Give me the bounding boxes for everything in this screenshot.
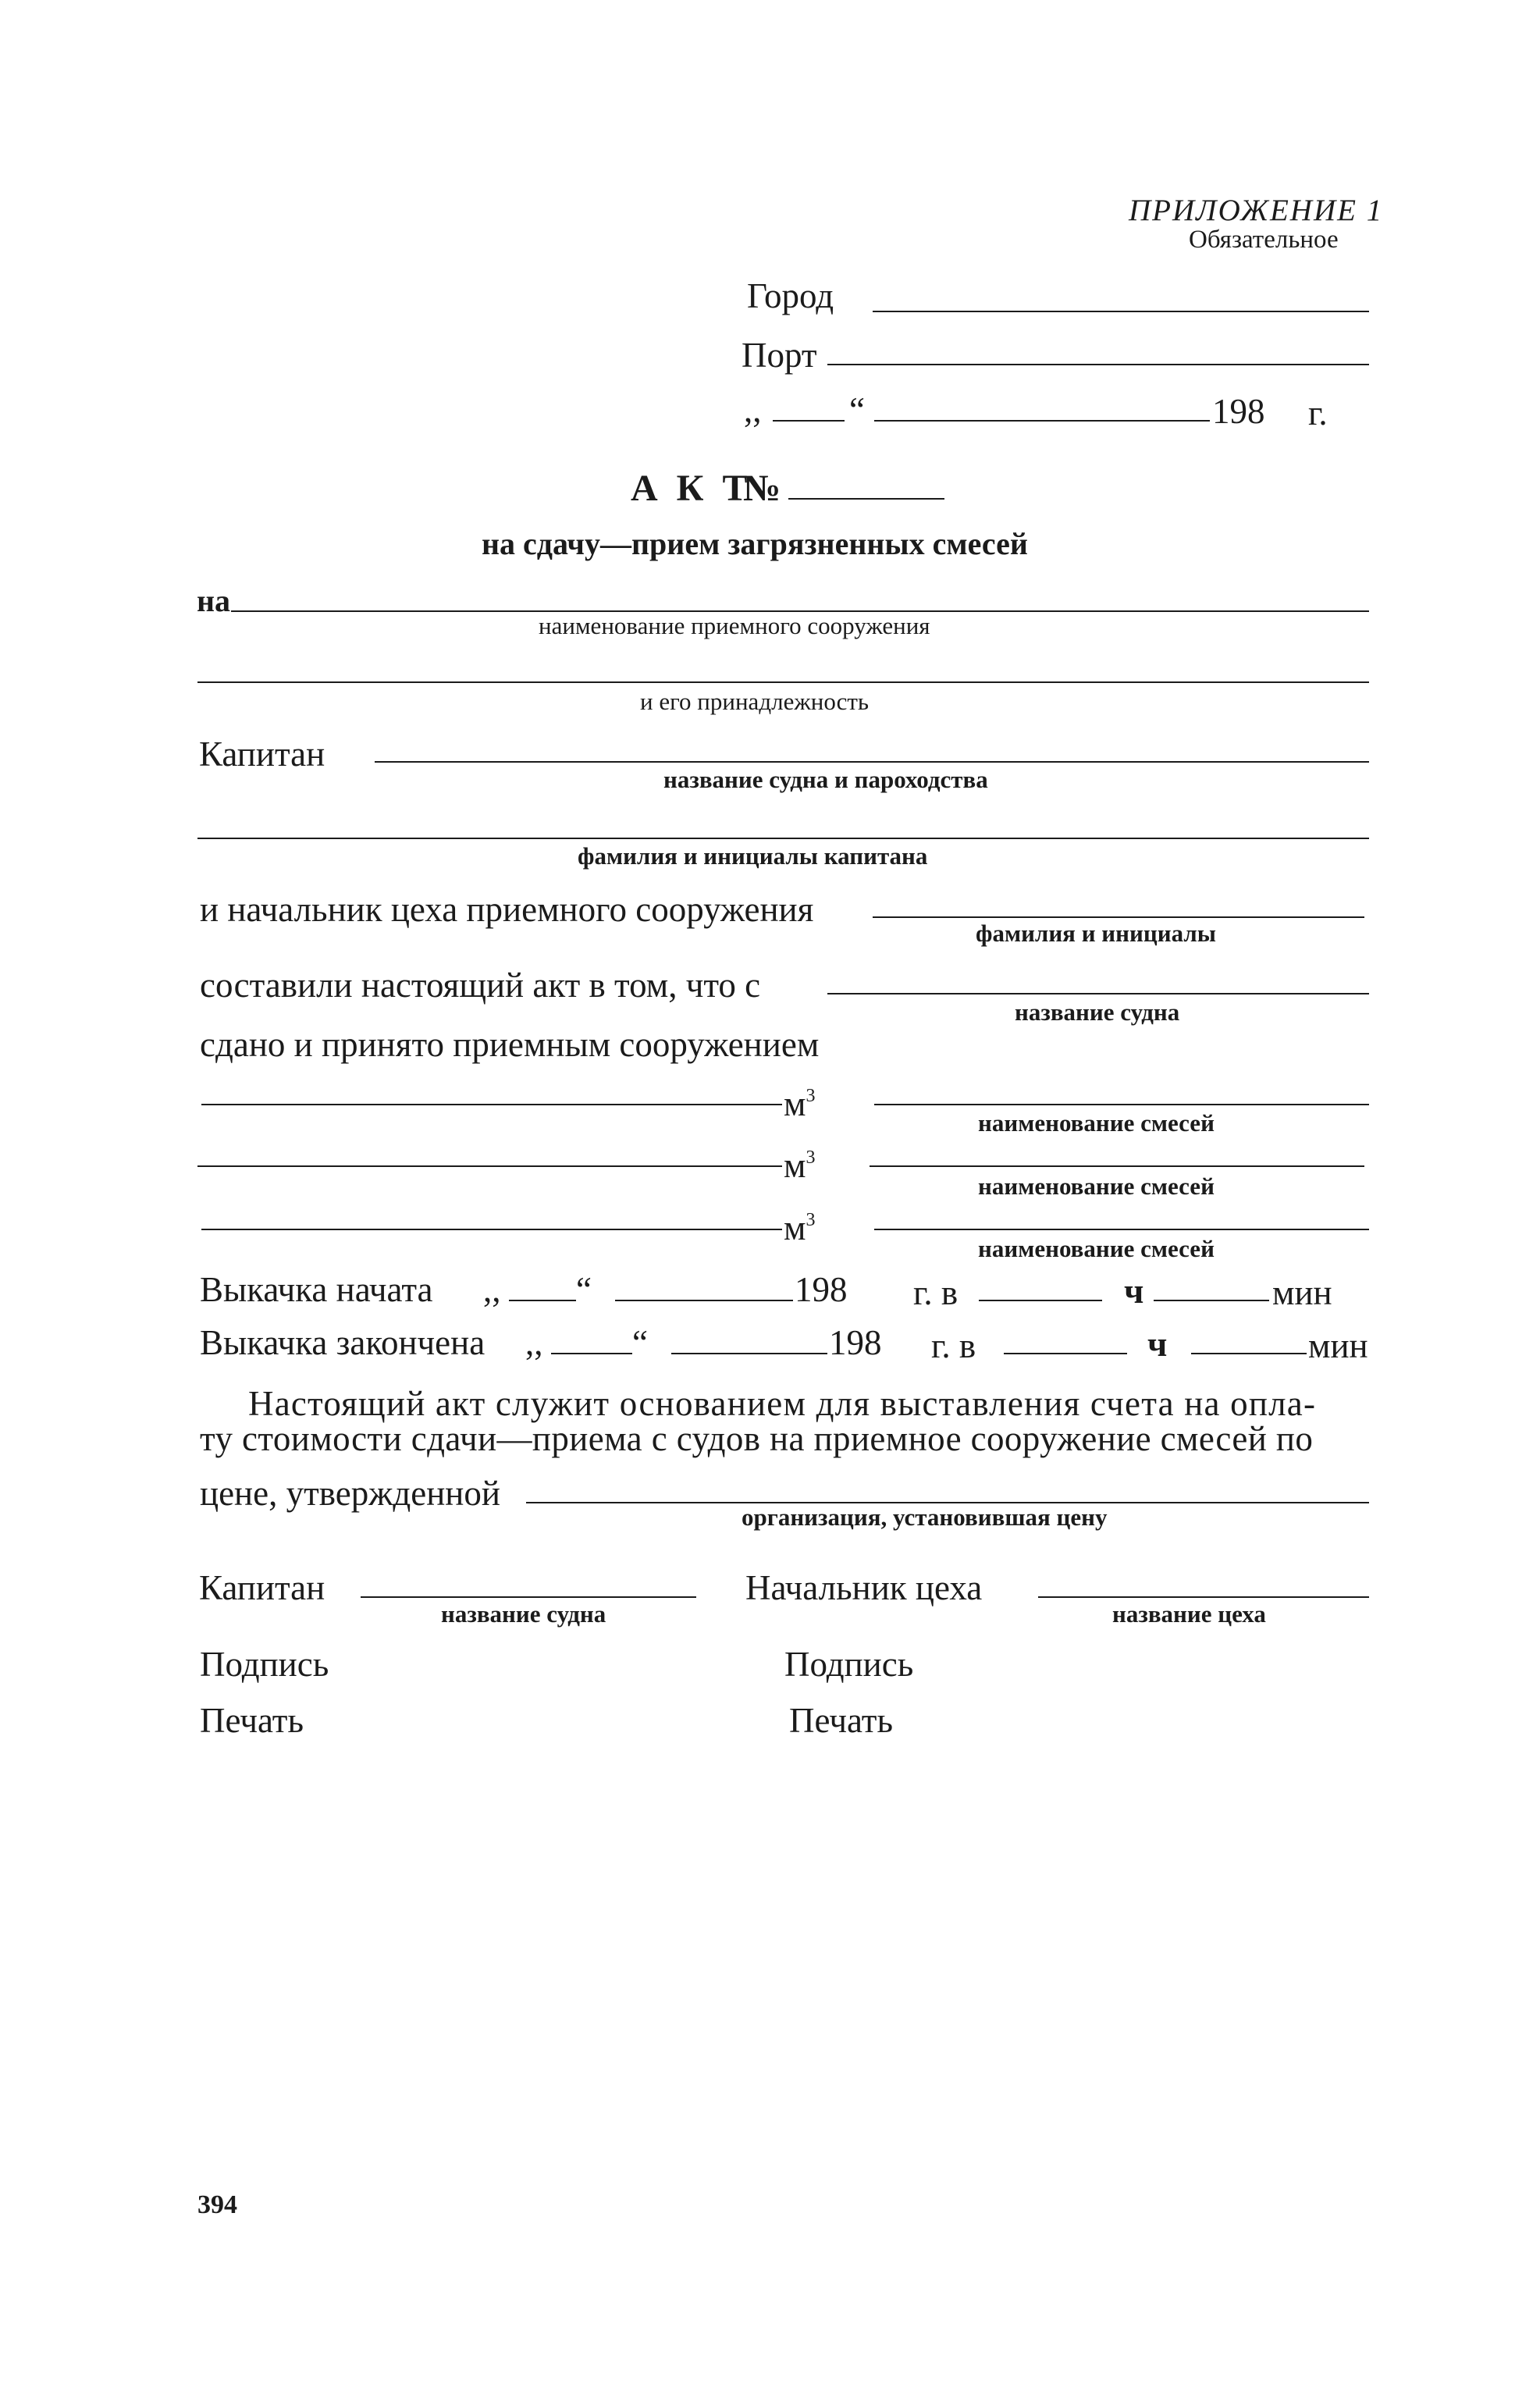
pump-end-minutes-field[interactable] [1191, 1353, 1307, 1354]
act-title: А К Т [631, 468, 752, 509]
mixture-3-caption: наименование смесей [978, 1235, 1215, 1262]
act-subtitle: на сдачу—прием загрязненных смесей [482, 526, 1028, 561]
pump-end-close-quote: “ [632, 1323, 648, 1362]
appendix-heading: ПРИЛОЖЕНИЕ 1 [1129, 194, 1384, 227]
pump-end-day-field[interactable] [551, 1353, 632, 1354]
chief-name-caption: фамилия и инициалы [976, 920, 1216, 947]
mandatory-note: Обязательное [1189, 226, 1339, 254]
statement-line: составили настоящий акт в том, что с [200, 966, 761, 1005]
sign-ship-caption: название судна [441, 1600, 606, 1628]
mixture-1-caption: наименование смесей [978, 1109, 1215, 1137]
date-close-quote: “ [849, 390, 865, 429]
pump-end-label: Выкачка закончена [200, 1323, 485, 1362]
date-open-quote: ,, [744, 390, 762, 429]
pump-start-open-quote: ,, [483, 1270, 501, 1309]
pump-end-year: 198 [829, 1323, 882, 1362]
volume-3-field[interactable] [201, 1229, 782, 1230]
captain-signature-label: Подпись [200, 1645, 329, 1684]
captain-label: Капитан [199, 735, 325, 774]
mixture-3-field[interactable] [874, 1229, 1369, 1230]
sign-chief-label: Начальник цеха [745, 1568, 983, 1607]
volume-3-unit-power: 3 [806, 1210, 816, 1230]
sign-captain-label: Капитан [199, 1568, 325, 1607]
volume-1-unit-power: 3 [806, 1086, 816, 1106]
pump-start-close-quote: “ [576, 1270, 592, 1309]
pump-end-open-quote: ,, [525, 1323, 543, 1362]
volume-2-unit-power: 3 [806, 1147, 816, 1168]
chief-signature-label: Подпись [784, 1645, 914, 1684]
pump-start-label: Выкачка начата [200, 1270, 433, 1309]
pump-start-minutes-label: мин [1272, 1273, 1332, 1312]
city-label: Город [747, 276, 834, 315]
volume-2-field[interactable] [197, 1165, 782, 1167]
volume-1-field[interactable] [201, 1104, 782, 1105]
pump-end-hours-field[interactable] [1004, 1353, 1127, 1354]
volume-3-unit-text: м [784, 1208, 806, 1247]
pump-start-minutes-field[interactable] [1154, 1300, 1269, 1301]
pump-start-hours-label: ч [1124, 1272, 1144, 1311]
chief-name-field[interactable] [873, 916, 1364, 918]
volume-2-unit [784, 1148, 815, 1183]
basis-line-1: Настоящий акт служит основанием для выставления счета на опла- [248, 1384, 1317, 1423]
page-number: 394 [197, 2190, 237, 2219]
date-month-field[interactable] [874, 420, 1210, 422]
pump-end-hours-label: ч [1147, 1325, 1168, 1364]
ownership-caption: и его принадлежность [640, 688, 870, 715]
act-number-sign: № [743, 468, 781, 509]
price-line: цене, утвержденной [200, 1474, 500, 1513]
act-number-field[interactable] [788, 498, 944, 500]
chief-line: и начальник цеха приемного сооружения [200, 890, 814, 929]
port-field[interactable] [827, 364, 1369, 365]
volume-2-unit-text: м [784, 1146, 806, 1185]
pump-end-year-in: г. в [931, 1326, 976, 1365]
pump-start-hours-field[interactable] [979, 1300, 1102, 1301]
on-label: на [197, 583, 231, 618]
basis-line-2: ту стоимости сдачи—приема с судов на приемное сооружение смесей по [200, 1419, 1314, 1458]
facility-caption: наименование приемного сооружения [539, 612, 930, 639]
handed-line: сдано и принято приемным сооружением [200, 1025, 820, 1064]
sign-shop-field[interactable] [1038, 1596, 1369, 1598]
pump-start-day-field[interactable] [509, 1300, 576, 1301]
mixture-2-field[interactable] [870, 1165, 1364, 1167]
organization-caption: организация, установившая цену [742, 1503, 1108, 1531]
ship-name-field[interactable] [827, 993, 1369, 994]
ship-name-caption: название судна [1015, 998, 1180, 1026]
pump-end-minutes-label: мин [1308, 1326, 1368, 1365]
mixture-2-caption: наименование смесей [978, 1172, 1215, 1200]
ownership-field[interactable] [197, 681, 1369, 683]
date-year-suffix: г. [1308, 393, 1328, 432]
pump-start-year: 198 [795, 1270, 848, 1309]
pump-start-month-field[interactable] [615, 1300, 793, 1301]
sign-ship-field[interactable] [361, 1596, 696, 1598]
volume-1-unit [784, 1084, 816, 1123]
date-year: 198 [1212, 392, 1265, 431]
chief-stamp-label: Печать [789, 1701, 893, 1740]
ship-company-caption: название судна и пароходства [663, 766, 988, 793]
mixture-1-field[interactable] [874, 1104, 1369, 1105]
captain-name-field[interactable] [197, 838, 1369, 839]
pump-end-month-field[interactable] [671, 1353, 827, 1354]
captain-name-caption: фамилия и инициалы капитана [578, 842, 928, 870]
captain-stamp-label: Печать [200, 1701, 304, 1740]
pump-start-year-in: г. в [913, 1273, 958, 1312]
sign-shop-caption: название цеха [1112, 1600, 1266, 1628]
volume-1-unit-text: м [784, 1084, 806, 1123]
city-field[interactable] [873, 311, 1369, 312]
ship-company-field[interactable] [375, 761, 1369, 763]
port-label: Порт [742, 336, 817, 375]
date-day-field[interactable] [773, 420, 845, 422]
volume-3-unit [784, 1208, 816, 1247]
